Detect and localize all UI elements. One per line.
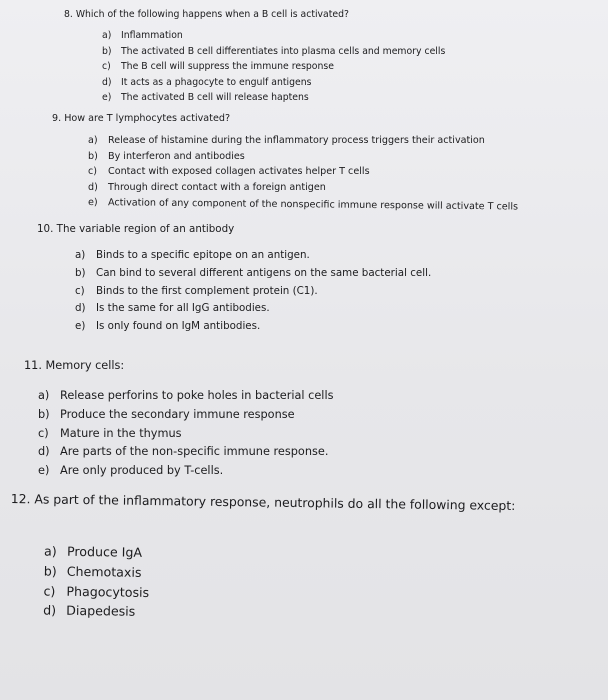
question-8 [64,8,445,106]
answer-option-e [75,318,431,336]
option-letter: c) [43,583,56,599]
answer-options [43,541,515,627]
option-letter: c) [88,166,98,178]
answer-option-c [88,164,518,180]
option-text: Binds to a specific epitope on an antigen. [96,249,310,261]
option-text: Release perforins to poke holes in bacterial cells [60,389,334,402]
option-letter: b) [88,150,98,162]
option-text: Mature in the thymus [60,426,182,440]
option-text: It acts as a phagocyte to engulf antigens [121,76,312,88]
option-text: Release of histamine during the inflammatory process triggers their activation [108,135,485,146]
answer-option-c [38,425,333,444]
option-letter: d) [75,302,86,315]
option-letter: b) [43,563,57,579]
option-letter: e) [102,92,112,104]
option-letter: d) [38,445,50,459]
answer-option-b [38,406,333,425]
option-text: Phagocytosis [66,583,150,600]
answer-option-d [102,75,445,91]
answer-option-b [88,149,518,165]
option-letter: e) [87,197,98,209]
answer-option-c [102,59,445,75]
option-letter: c) [75,284,85,297]
option-text: Binds to the first complement protein (C1). [96,284,318,297]
option-text: The B cell will suppress the immune response [121,61,334,73]
option-letter: a) [88,135,98,146]
option-letter: b) [75,266,86,279]
answer-option-a [38,387,333,406]
option-letter: d) [102,76,112,88]
answer-option-d [75,300,431,318]
question-stem: 9. How are T lymphocytes activated? [52,113,231,124]
answer-option-e [38,462,333,481]
option-letter: d) [88,181,98,193]
option-text: The activated B cell differentiates into plasma cells and memory cells [121,45,446,57]
option-letter: a) [43,543,57,559]
option-letter: d) [43,602,57,619]
answer-options [88,133,518,211]
answer-option-b [75,265,431,283]
option-text: The activated B cell will release haptens [121,92,309,104]
answer-option-b [102,44,445,60]
answer-option-e [102,90,445,106]
answer-option-a [75,247,431,265]
option-text: Are only produced by T-cells. [60,464,224,478]
option-text: Chemotaxis [66,563,142,580]
option-letter: b) [102,45,112,57]
answer-option-a [102,28,445,44]
question-stem: 11. Memory cells: [24,359,125,372]
answer-option-a [88,133,518,149]
option-text: Through direct contact with a foreign antigen [108,181,326,193]
answer-option-c [75,283,431,301]
answer-options [102,28,445,106]
option-text: Produce IgA [66,543,143,560]
option-text: Is only found on IgM antibodies. [96,320,261,333]
option-text: Diapedesis [66,603,136,620]
option-text: Contact with exposed collagen activates helper T cells [108,166,370,178]
option-text: Activation of any component of the nonspecific immune response will activate T cells [107,197,519,213]
answer-options [38,387,333,481]
option-text: Is the same for all IgG antibodies. [96,302,270,315]
option-letter: c) [102,61,111,73]
option-text: By interferon and antibodies [108,150,245,162]
option-letter: b) [38,407,50,421]
option-text: Produce the secondary immune response [60,407,295,421]
option-letter: a) [102,30,112,41]
question-stem: 12. As part of the inflammatory response, neutrophils do all the following except: [10,491,516,514]
question-11 [24,358,333,481]
answer-option-e [88,195,518,215]
question-12 [9,490,515,627]
answer-option-d [88,180,518,196]
question-stem: 8. Which of the following happens when a B cell is activated? [64,9,349,20]
option-letter: e) [38,464,50,478]
option-letter: c) [38,426,49,440]
option-letter: e) [75,320,86,333]
option-letter: a) [75,249,86,261]
option-letter: a) [38,389,50,402]
answer-option-d [38,443,333,462]
option-text: Can bind to several different antigens on the same bacterial cell. [96,266,432,279]
option-text: Are parts of the non-specific immune response. [60,445,329,459]
question-9 [52,112,518,211]
answer-options [75,247,431,336]
question-10 [37,222,431,336]
option-text: Inflammation [121,30,183,41]
question-stem: 10. The variable region of an antibody [37,223,235,235]
